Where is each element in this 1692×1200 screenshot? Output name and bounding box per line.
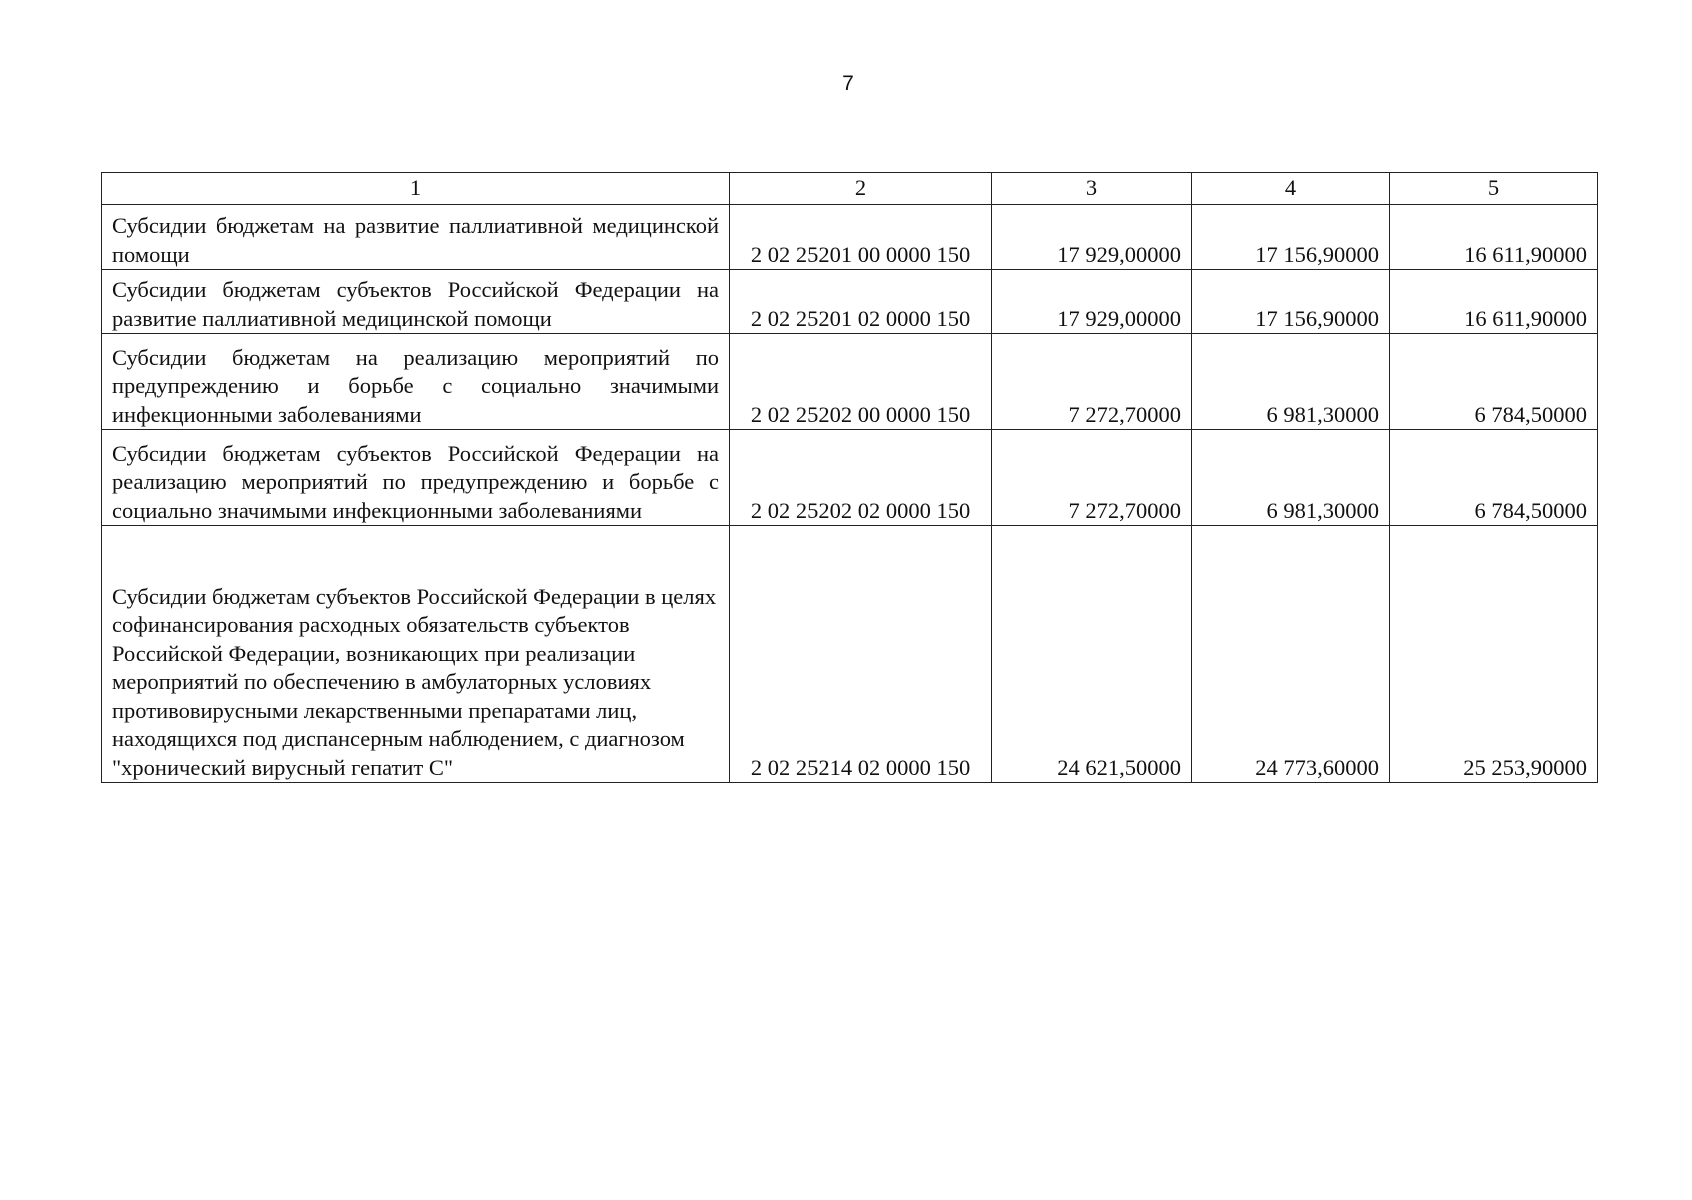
row-description: Субсидии бюджетам на развитие паллиативной медицинской помощи [102,205,730,270]
row-amount-col3: 17 929,00000 [992,205,1192,270]
row-amount-col3: 7 272,70000 [992,334,1192,430]
row-description: Субсидии бюджетам на реализацию мероприятий по предупреждению и борьбе с социально значимыми инфекционными заболеваниями [102,334,730,430]
table-row [102,430,1598,526]
column-header-1: 1 [102,173,730,205]
row-budget-code: 2 02 25201 02 0000 150 [730,270,992,334]
page-number: 7 [842,72,854,95]
row-description: Субсидии бюджетам субъектов Российской Федерации в целях софинансирования расходных обязательств субъектов Российской Федерации, возникающих при реализации мероприятий по обеспечению в амбулаторных условиях противовирусными лекарственными препаратами лиц, находящихся под диспансерным наблюдением, с диагнозом "хронический вирусный гепатит С" [102,526,730,783]
row-amount-col4: 24 773,60000 [1192,526,1390,783]
row-amount-col3: 17 929,00000 [992,270,1192,334]
row-budget-code: 2 02 25201 00 0000 150 [730,205,992,270]
row-budget-code: 2 02 25202 02 0000 150 [730,430,992,526]
row-amount-col4: 6 981,30000 [1192,430,1390,526]
column-header-2: 2 [730,173,992,205]
row-amount-col3: 24 621,50000 [992,526,1192,783]
row-amount-col5: 6 784,50000 [1390,334,1598,430]
row-amount-col5: 16 611,90000 [1390,270,1598,334]
table-row [102,334,1598,430]
column-header-5: 5 [1390,173,1598,205]
row-amount-col4: 17 156,90000 [1192,270,1390,334]
row-amount-col3: 7 272,70000 [992,430,1192,526]
row-amount-col5: 25 253,90000 [1390,526,1598,783]
column-header-4: 4 [1192,173,1390,205]
column-header-3: 3 [992,173,1192,205]
row-budget-code: 2 02 25202 00 0000 150 [730,334,992,430]
table-row [102,205,1598,270]
row-amount-col5: 16 611,90000 [1390,205,1598,270]
table-row [102,526,1598,783]
row-description: Субсидии бюджетам субъектов Российской Федерации на реализацию мероприятий по предупреждению и борьбе с социально значимыми инфекционными заболеваниями [102,430,730,526]
row-amount-col4: 6 981,30000 [1192,334,1390,430]
row-amount-col4: 17 156,90000 [1192,205,1390,270]
row-budget-code: 2 02 25214 02 0000 150 [730,526,992,783]
row-amount-col5: 6 784,50000 [1390,430,1598,526]
table-body [102,205,1598,783]
row-description: Субсидии бюджетам субъектов Российской Федерации на развитие паллиативной медицинской помощи [102,270,730,334]
budget-table [101,172,1598,783]
table-row [102,270,1598,334]
table-header-row [102,173,1598,205]
